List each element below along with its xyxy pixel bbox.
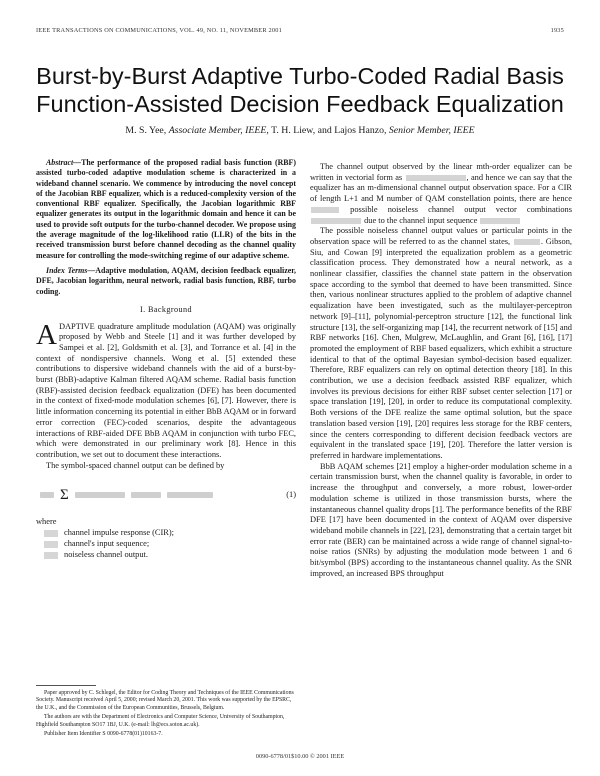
running-header xyxy=(36,27,564,34)
equation-number: (1) xyxy=(286,490,296,500)
abstract-text: The performance of the proposed radial basis function (RBF) assisted turbo-coded adaptive modulation scheme is characterized in a wideband channel scenario. We commence by introducing the novel concept of the Jacobian RBF equalizer, which is a reduced-complexity version of the conventional RBF equalizer. Specifically, the Jacobian logarithmic RBF equalizer generates its output in the logarithmic domain and hence it can be used to provide soft outputs for the turbo-channel decoder. We propose using the average magnitude of the log-likelihood ratio (LLR) of the bits in the received transmission burst before channel decoding as the channel quality measure for controlling the mode-switching regime of our adaptive scheme. xyxy=(36,158,296,260)
inline-math xyxy=(311,218,361,224)
inline-math xyxy=(514,239,540,245)
index-terms xyxy=(36,266,296,297)
title-line-2: Function-Assisted Decision Feedback Equalization xyxy=(36,91,564,117)
footnote-identifier: Publisher Item Identifier S 0090-6778(01)10163-7. xyxy=(44,731,163,738)
equation-math xyxy=(36,488,286,503)
author-1-role: Associate Member, IEEE, xyxy=(168,125,269,136)
channel-states-paragraph: The possible noiseless channel output values or particular points in the observation space will be referred to as the channel states, . Gibson, Siu, and Cowan [9] interpreted the equalization problem as a geometric classification process. They demonstrated how a neural network, as a nonlinear classifier, classifies the channel state pattern in the observation space according to the symbol that deemed to have been transmitted. Since then, various nonlinear structures applied to the problem of adaptive channel equalization have been investigated, such as the multilayer-perceptron network [9]–[11], polynomial-perceptron structure [12], the functional link structure [13], the self-organizing map [14], the recurrent network of [15] and RBF networks [16]. Chen, Mulgrew, McLaughlin, and Grant [6], [16], [17] promoted the employment of RBF based equalizers, which exhibit a structure identical to that of the optimal Bayesian symbol-decision based equalizer. Therefore, RBF equalizers can rely on optimal detection theory [18]. In this contribution, we use a decision feedback assisted RBF equalizer, which involves its previous decisions for either RBF subset center selection [17] or space translation [19], [20], in order to reduce its computational complexity. Both versions of the DFE realize the same optimal solution, but the space translation based version [19], [20] requires less storage for the RBF centers, since the centers corresponding to different decision feedback vectors are equivalent in the translated space [19], [20]. Therefore the latter version is preferred in hardware implementations. xyxy=(310,226,572,460)
observation-paragraph: The channel output observed by the linear mth-order equalizer can be written in vectorial form as , and hence we can say that the equalizer has an m-dimensional channel output observation space. For a CIR of length L+1 and M number of QAM constellation points, there are hence possible noiseless channel output vector combinations due to the channel input sequence xyxy=(310,162,573,225)
abstract-label: Abstract— xyxy=(46,158,82,167)
paper-title xyxy=(20,62,580,118)
page-number: 1935 xyxy=(550,27,564,34)
index-terms-label: Index Terms— xyxy=(46,265,96,275)
abstract xyxy=(36,158,296,261)
inline-math xyxy=(406,175,466,181)
left-column xyxy=(36,158,296,560)
math-glyph xyxy=(75,492,125,498)
sum-symbol: Σ xyxy=(60,486,69,503)
where-item: channel impulse response (CIR); xyxy=(44,528,296,539)
intro-paragraph xyxy=(36,318,296,461)
where-label: where xyxy=(36,517,57,527)
footnote-rule xyxy=(36,685,96,686)
journal-name: IEEE TRANSACTIONS ON COMMUNICATIONS, VOL. 49, NO. 11, NOVEMBER 2001 xyxy=(36,27,282,34)
footnote-affiliation: The authors are with the Department of Electronics and Computer Science, University of Southampton, Highfield Southampton SO17 1BJ, U.K. (e-mail: lh@ecs.soton.ac.uk). xyxy=(36,714,285,728)
intro-text: DAPTIVE quadrature amplitude modulation (AQAM) was originally proposed by Webb and Steele [1] and it was further developed by Sampei et al. [2], Goldsmith et al. [3], and Torrance et al. [4] in the context of nondispersive channels. Wong et al. [5] extended these contributions to dispersive wideband channels with the aid of a burst-by-burst (BbB)-adaptive Kalman filtered AQAM scheme. Radial basis function (RBF)-assisted decision feedback equalization (DFE) has been documented in the context of fixed-mode modulation schemes [6], [7]. However, there is little information concerning its potential in either BbB AQAM or in forward error correction (FEC)-coded scenarios, despite the advantageous interactions of RBF-aided DFE BbB AQAM in conjunction with turbo FEC, which were demonstrated in our preliminary work [8]. Hence in this contribution, we set out to document these interactions. xyxy=(36,321,296,459)
math-symbol xyxy=(44,552,58,559)
math-symbol xyxy=(44,530,58,537)
aqam-paragraph: BbB AQAM schemes [21] employ a higher-order modulation scheme in a certain transmission burst, when the channel quality is favorable, in order to increase the throughput and conversely, a more robust, lower-order modulation scheme is utilized in those transmission bursts, where the instantaneous channel quality drops [1]. The performance benefits of the RBF DFE [17] have been documented in the context of AQAM over dispersive wideband mobile channels in [22], [23], demonstrating that a certain target bit error rate (BER) can be maintained across a wide range of channel signal-to-noise ratios (SNRs) by adjusting the modulation mode between 1 and 6 bit/symbol (BPS) according to the instantaneous channel quality. As the SNR improved, an increased BPS throughput xyxy=(310,461,572,578)
index-terms-text: Adaptive modulation, AQAM, decision feedback equalizer, DFE, Jacobian logarithm, neural network, radial basis function, RBF, turbo coding. xyxy=(36,265,297,296)
math-glyph xyxy=(40,492,54,498)
author-2-role: Senior Member, IEEE xyxy=(388,125,475,136)
math-symbol xyxy=(44,541,58,548)
author-1: M. S. Yee, xyxy=(125,125,167,136)
title-line-1: Burst-by-Burst Adaptive Turbo-Coded Radial Basis xyxy=(36,63,564,89)
copyright-line: 0090-6778/01$10.00 © 2001 IEEE xyxy=(255,753,345,760)
channel-output-paragraph: The symbol-spaced channel output can be defined by xyxy=(46,460,225,470)
drop-cap: A xyxy=(36,318,57,351)
math-glyph xyxy=(131,492,161,498)
inline-math xyxy=(480,218,520,224)
section-heading: I. Background xyxy=(139,304,193,314)
math-glyph xyxy=(167,492,213,498)
where-item: noiseless channel output. xyxy=(44,550,296,561)
footnote-paper-approval: Paper approved by C. Schlegel, the Editor for Coding Theory and Techniques of the IEEE Communications Society. Manuscript received April 5, 2000; revised March 20, 2001. This work was supported by the EPSRC, the U.K., and the Commission of the European Communities, Brussels, Belgium. xyxy=(36,690,294,711)
equation-1 xyxy=(36,475,296,515)
author-2: T. H. Liew, and Lajos Hanzo, xyxy=(271,125,387,136)
right-column xyxy=(310,162,572,579)
where-item: channel's input sequence; xyxy=(44,539,296,550)
footnote xyxy=(36,685,294,740)
inline-math xyxy=(311,207,339,213)
author-line xyxy=(20,125,580,136)
